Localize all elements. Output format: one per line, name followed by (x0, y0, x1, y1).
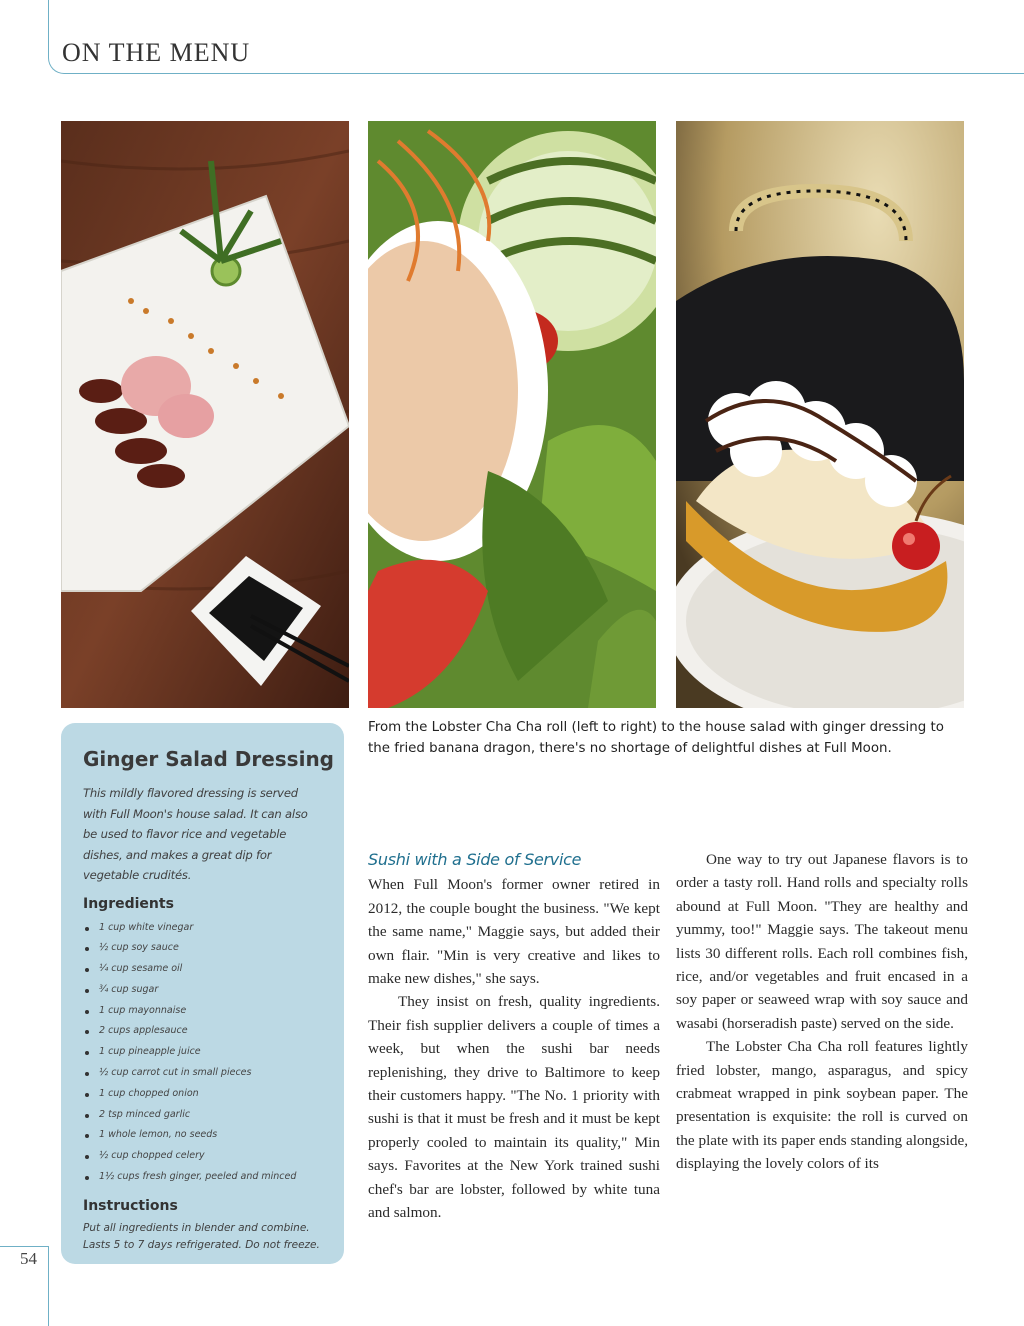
footer-rule-vertical (48, 1246, 49, 1326)
photo-house-salad (368, 121, 656, 708)
article-paragraph: The Lobster Cha Cha roll features lightly fried lobster, mango, asparagus, and spicy crabmeat wrapped in pink soybean paper. The presentation is exquisite: the roll is curved on the plate with its paper ends standing alongside, displaying the lovely colors of its (676, 1038, 968, 1173)
section-title: ON THE MENU (62, 38, 251, 67)
ingredient-item: 1 cup pineapple juice (83, 1042, 334, 1063)
article-paragraph: They insist on fresh, quality ingredients. Their fish supplier delivers a couple of times a week, but when the sushi bar needs replenishing, they drive to Baltimore to keep their customers happy. "The No. 1 priority with sushi is that it must be fresh and it must be kept properly cooled to maintain its quality," Min says. Favorites at the New York trained sushi chef's bar are lobster, followed by white tuna and salmon. (368, 993, 660, 1222)
ingredient-item: ½ cup chopped celery (83, 1146, 334, 1167)
article-column-1 (368, 848, 660, 1225)
ingredient-item: 1 cup chopped onion (83, 1084, 334, 1105)
ingredient-item: 1½ cups fresh ginger, peeled and minced (83, 1167, 334, 1188)
ingredient-item: 1 cup mayonnaise (83, 1001, 334, 1022)
ingredient-item: 2 cups applesauce (83, 1021, 334, 1042)
ingredient-item: ½ cup carrot cut in small pieces (83, 1063, 334, 1084)
ingredients-list (83, 918, 334, 1188)
footer-rule (0, 1246, 48, 1247)
ingredient-item: ½ cup soy sauce (83, 938, 334, 959)
ingredients-heading: Ingredients (83, 895, 174, 912)
ingredient-item: ¾ cup sugar (83, 980, 334, 1001)
page-number: 54 (20, 1249, 37, 1268)
recipe-intro: This mildly flavored dressing is served with Full Moon's house salad. It can also be used to flavor rice and vegetable dishes, and makes a great dip for vegetable crudités. (83, 786, 308, 882)
article-subhead: Sushi with a Side of Service (368, 850, 582, 869)
photo-lobster-roll (61, 121, 349, 708)
recipe-title: Ginger Salad Dressing (83, 747, 334, 771)
ingredient-item: ¼ cup sesame oil (83, 959, 334, 980)
instructions-heading: Instructions (83, 1197, 178, 1214)
article-column-2 (676, 848, 968, 1176)
recipe-box (61, 723, 344, 1264)
ingredient-item: 1 cup white vinegar (83, 918, 334, 939)
photo-caption: From the Lobster Cha Cha roll (left to right) to the house salad with ginger dressing to the fried banana dragon, there's no shortage of delightful dishes at Full Moon. (368, 720, 944, 756)
ingredient-item: 2 tsp minced garlic (83, 1105, 334, 1126)
article-paragraph: When Full Moon's former owner retired in 2012, the couple bought the business. "We kept the same name," Maggie says, but added their own flair. "Min is very creative and likes to make new dishes," she says. (368, 876, 660, 988)
article-paragraph: One way to try out Japanese flavors is to order a tasty roll. Hand rolls and specialty rolls abound at Full Moon. "They are healthy and yummy, too!" Maggie says. The takeout menu lists 30 different rolls. Each roll combines fish, rice, and/or vegetables and fruit encased in a soy paper or seaweed wrap with soy sauce and wasabi (horseradish paste) served on the side. (676, 851, 968, 1032)
ingredient-item: 1 whole lemon, no seeds (83, 1125, 334, 1146)
photo-banana-dragon (676, 121, 964, 708)
recipe-instructions: Put all ingredients in blender and combine. Lasts 5 to 7 days refrigerated. Do not freeze. (83, 1221, 320, 1251)
